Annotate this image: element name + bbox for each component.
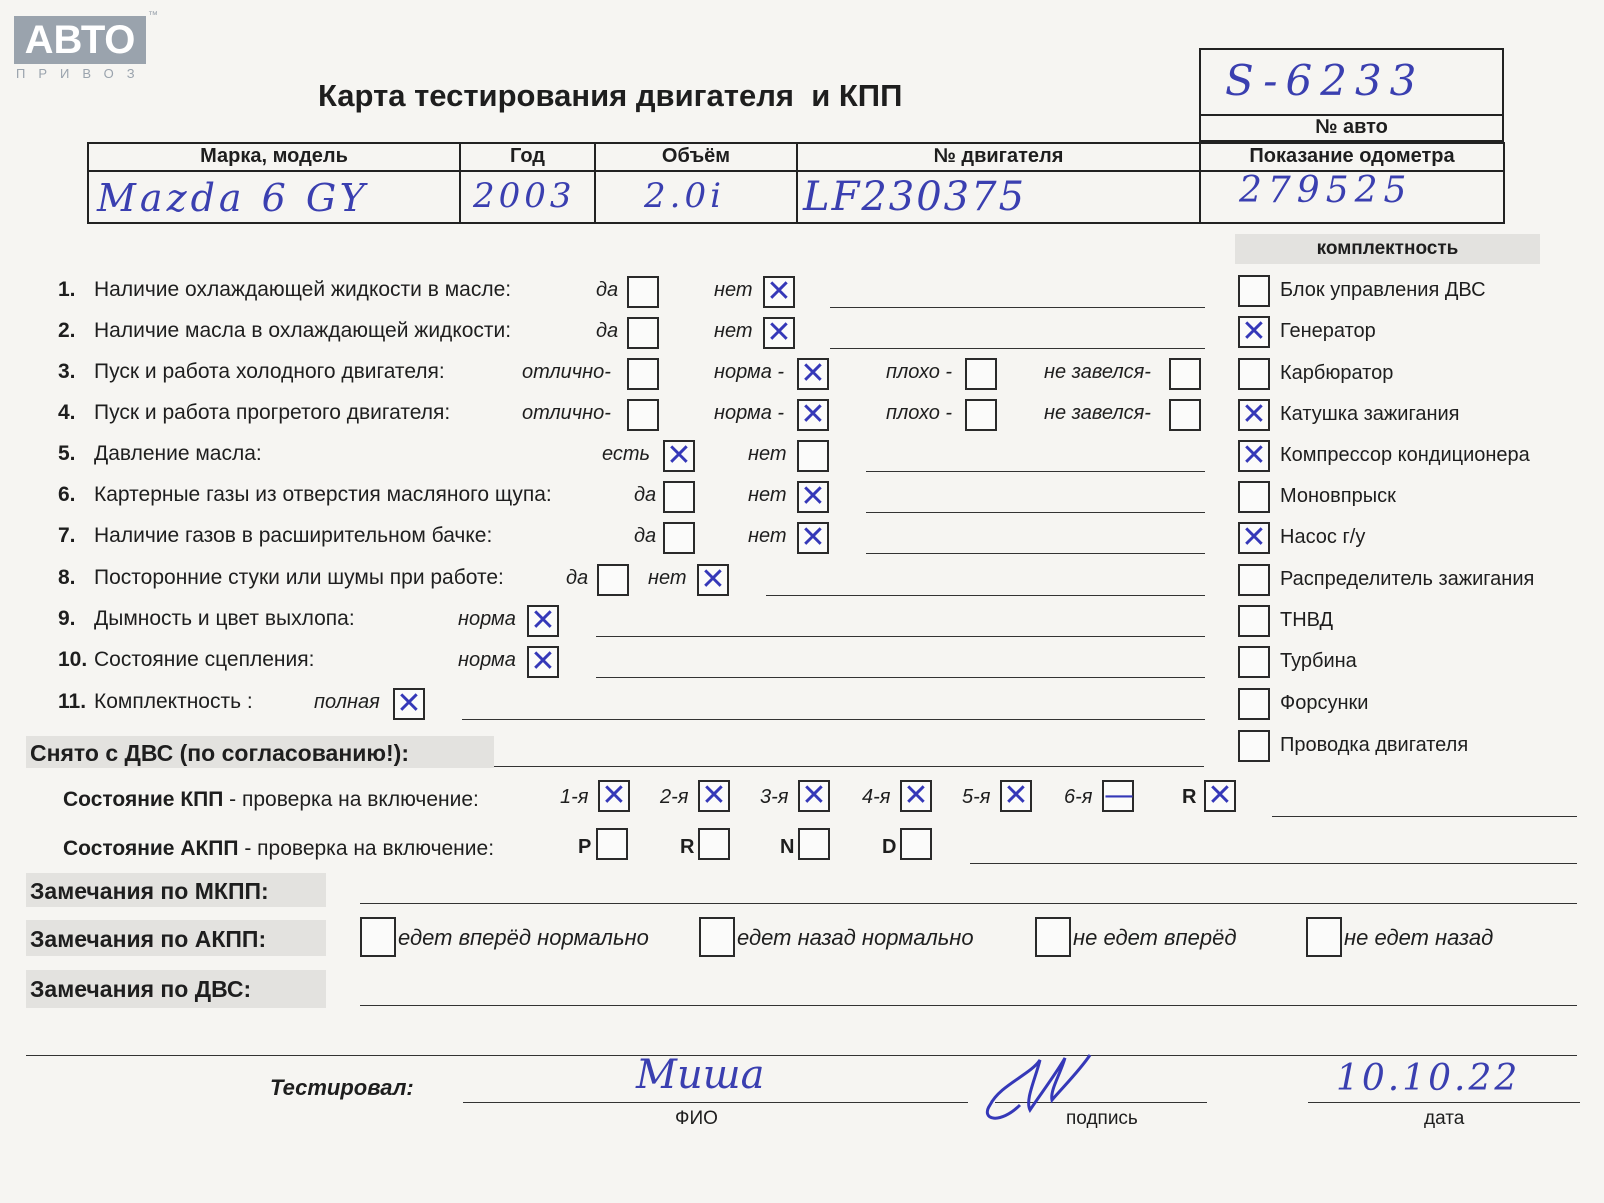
akpp-remark-label: не едет назад — [1344, 925, 1494, 950]
completeness-checkbox[interactable] — [1238, 688, 1270, 720]
option-label: нет — [648, 567, 687, 589]
check-mark-icon: ✕ — [1241, 520, 1267, 555]
notes-line[interactable] — [830, 307, 1205, 308]
option-checkbox[interactable] — [965, 358, 997, 390]
option-checkbox[interactable] — [797, 358, 829, 390]
header-year: Год — [510, 145, 545, 167]
question-number: 3. — [58, 360, 76, 383]
question-text: Пуск и работа холодного двигателя: — [94, 360, 445, 383]
check-mark-icon: ✕ — [1241, 438, 1267, 473]
question-text: Картерные газы из отверстия масляного щупа: — [94, 483, 552, 506]
remarks-akpp-label: Замечания по АКПП: — [30, 926, 267, 952]
check-mark-icon: ✕ — [530, 644, 556, 679]
volume-value: 2.0i — [644, 176, 725, 216]
auto-number-label: № авто — [1315, 116, 1388, 138]
engine-number-value: LF230375 — [803, 174, 1027, 220]
akpp-label: Состояние АКПП - проверка на включение: — [63, 837, 495, 860]
option-label: норма — [458, 608, 516, 630]
completeness-checkbox[interactable] — [1238, 316, 1270, 348]
check-mark-icon: ✕ — [800, 479, 826, 514]
notes-line[interactable] — [596, 677, 1205, 678]
option-checkbox[interactable] — [697, 564, 729, 596]
remarks-mkpp-label: Замечания по МКПП: — [30, 878, 269, 904]
option-label: нет — [714, 320, 753, 342]
option-checkbox[interactable] — [797, 399, 829, 431]
header-volume: Объём — [661, 145, 731, 167]
question-number: 5. — [58, 442, 76, 465]
gear-checkbox[interactable] — [798, 780, 830, 812]
gear-checkbox[interactable] — [1102, 780, 1134, 812]
question-text: Давление масла: — [94, 442, 262, 465]
option-label: да — [566, 567, 589, 589]
date-label: дата — [1424, 1108, 1465, 1129]
auto-number-box — [1199, 48, 1504, 142]
option-checkbox[interactable] — [1169, 399, 1201, 431]
option-label: да — [634, 525, 657, 547]
notes-line[interactable] — [766, 595, 1205, 596]
option-label: норма - — [714, 361, 785, 383]
gear-checkbox[interactable] — [598, 780, 630, 812]
question-number: 6. — [58, 483, 76, 506]
option-checkbox[interactable] — [763, 317, 795, 349]
vehicle-table — [87, 142, 1505, 224]
option-checkbox[interactable] — [627, 317, 659, 349]
completeness-item-label: Насос г/у — [1280, 526, 1366, 548]
option-label: отлично- — [522, 402, 611, 424]
check-mark-icon: ✕ — [1241, 397, 1267, 432]
option-checkbox[interactable] — [797, 440, 829, 472]
completeness-checkbox[interactable] — [1238, 399, 1270, 431]
check-mark-icon: ✕ — [903, 778, 929, 813]
completeness-item-label: Катушка зажигания — [1280, 403, 1460, 425]
completeness-item-label: Распределитель зажигания — [1280, 568, 1535, 590]
gear-label: 5-я — [962, 786, 991, 808]
option-checkbox[interactable] — [393, 688, 425, 720]
completeness-checkbox[interactable] — [1238, 646, 1270, 678]
check-mark-icon: ✕ — [1241, 314, 1267, 349]
option-label: полная — [314, 691, 380, 713]
gear-checkbox[interactable] — [698, 780, 730, 812]
option-label: да — [596, 279, 619, 301]
completeness-checkbox[interactable] — [1238, 605, 1270, 637]
option-label: да — [634, 484, 657, 506]
gear-checkbox[interactable] — [900, 780, 932, 812]
fio-line[interactable] — [463, 1102, 968, 1103]
signature-label: подпись — [1066, 1108, 1138, 1129]
model-value: Mazda 6 GY — [97, 176, 369, 220]
check-mark-icon: ✕ — [530, 603, 556, 638]
fio-label: ФИО — [675, 1108, 718, 1129]
gear-checkbox[interactable] — [1204, 780, 1236, 812]
question-text: Комплектность : — [94, 690, 253, 713]
gear-label: R — [1182, 786, 1197, 808]
completeness-item-label: Генератор — [1280, 320, 1376, 342]
completeness-checkbox[interactable] — [1238, 275, 1270, 307]
option-label: да — [596, 320, 619, 342]
option-label: нет — [748, 443, 787, 465]
question-text: Наличие охлаждающей жидкости в масле: — [94, 278, 512, 301]
completeness-item-label: ТНВД — [1280, 609, 1334, 631]
option-checkbox[interactable] — [797, 481, 829, 513]
option-label: отлично- — [522, 361, 611, 383]
notes-line[interactable] — [866, 512, 1205, 513]
akpp-remark-checkbox[interactable] — [1035, 917, 1071, 957]
option-label: не завелся- — [1044, 361, 1151, 383]
akpp-remark-label: едет назад нормально — [737, 925, 974, 950]
option-checkbox[interactable] — [597, 564, 629, 596]
question-number: 1. — [58, 278, 76, 301]
removed-label: Снято с ДВС (по согласованию!): — [30, 740, 409, 766]
kpp-line[interactable] — [1272, 816, 1577, 817]
akpp-remark-label: не едет вперёд — [1073, 925, 1237, 950]
notes-line[interactable] — [866, 471, 1205, 472]
akpp-line[interactable] — [970, 863, 1577, 864]
akpp-position-checkbox[interactable] — [798, 828, 830, 860]
gear-label: 4-я — [862, 786, 891, 808]
remarks-dvs-line[interactable] — [360, 1005, 1577, 1006]
option-checkbox[interactable] — [663, 440, 695, 472]
check-mark-icon: ✕ — [601, 778, 627, 813]
akpp-remark-label: едет вперёд нормально — [398, 925, 649, 950]
completeness-title: комплектность — [1316, 238, 1459, 259]
akpp-remark-checkbox[interactable] — [1306, 917, 1342, 957]
option-label: нет — [748, 484, 787, 506]
option-checkbox[interactable] — [627, 399, 659, 431]
notes-line[interactable] — [596, 636, 1205, 637]
question-number: 7. — [58, 524, 76, 547]
check-mark-icon: ✕ — [701, 778, 727, 813]
gear-label: 1-я — [560, 786, 589, 808]
check-mark-icon: ✕ — [800, 397, 826, 432]
akpp-position-checkbox[interactable] — [596, 828, 628, 860]
akpp-position-label: D — [882, 836, 897, 858]
option-checkbox[interactable] — [763, 276, 795, 308]
date-value: 10.10.22 — [1336, 1058, 1521, 1099]
question-number: 2. — [58, 319, 76, 342]
question-number: 10. — [58, 648, 88, 671]
odometer-value: 279525 — [1239, 170, 1413, 211]
question-text: Наличие масла в охлаждающей жидкости: — [94, 319, 512, 342]
date-line[interactable] — [1308, 1102, 1580, 1103]
remarks-dvs-label: Замечания по ДВС: — [30, 976, 252, 1002]
remarks-dvs-line-2[interactable] — [26, 1055, 1577, 1056]
akpp-position-label: N — [780, 836, 795, 858]
check-mark-icon: ✕ — [766, 315, 792, 350]
check-mark-icon: ✕ — [1003, 778, 1029, 813]
header-odometer: Показание одометра — [1249, 145, 1455, 167]
completeness-item-label: Моновпрыск — [1280, 485, 1396, 507]
completeness-item-label: Турбина — [1280, 650, 1357, 672]
akpp-position-checkbox[interactable] — [698, 828, 730, 860]
option-label: есть — [602, 443, 651, 465]
akpp-position-label: R — [680, 836, 695, 858]
kpp-label: Состояние КПП - проверка на включение: — [63, 788, 479, 811]
tested-label: Тестировал: — [270, 1075, 414, 1100]
akpp-remark-checkbox[interactable] — [360, 917, 396, 957]
question-number: 8. — [58, 566, 76, 589]
check-mark-icon: ✕ — [1207, 778, 1233, 813]
completeness-checkbox[interactable] — [1238, 730, 1270, 762]
option-checkbox[interactable] — [527, 605, 559, 637]
option-label: нет — [714, 279, 753, 301]
header-model: Марка, модель — [200, 145, 348, 167]
option-label: не завелся- — [1044, 402, 1151, 424]
akpp-remark-checkbox[interactable] — [699, 917, 735, 957]
option-checkbox[interactable] — [627, 358, 659, 390]
gear-label: 2-я — [660, 786, 689, 808]
option-checkbox[interactable] — [663, 522, 695, 554]
check-mark-icon: — — [1104, 778, 1134, 813]
check-mark-icon: ✕ — [801, 778, 827, 813]
check-mark-icon: ✕ — [700, 562, 726, 597]
logo-text: АВТО — [14, 16, 146, 64]
option-label: норма — [458, 649, 516, 671]
option-checkbox[interactable] — [627, 276, 659, 308]
check-mark-icon: ✕ — [396, 686, 422, 721]
question-text: Состояние сцепления: — [94, 648, 315, 671]
fio-value: Миша — [636, 1052, 765, 1098]
akpp-position-label: P — [578, 836, 592, 858]
completeness-item-label: Блок управления ДВС — [1280, 279, 1486, 301]
option-label: плохо - — [886, 402, 953, 424]
page-title: Карта тестирования двигателя и КПП — [318, 78, 903, 113]
option-checkbox[interactable] — [965, 399, 997, 431]
option-checkbox[interactable] — [663, 481, 695, 513]
auto-number-value: S-6233 — [1225, 56, 1425, 105]
option-label: норма - — [714, 402, 785, 424]
option-checkbox[interactable] — [527, 646, 559, 678]
completeness-item-label: Компрессор кондиционера — [1280, 444, 1530, 466]
question-text: Дымность и цвет выхлопа: — [94, 607, 355, 630]
logo — [14, 10, 158, 84]
question-number: 9. — [58, 607, 76, 630]
completeness-checkbox[interactable] — [1238, 440, 1270, 472]
question-text: Пуск и работа прогретого двигателя: — [94, 401, 451, 424]
option-label: нет — [748, 525, 787, 547]
completeness-checkbox[interactable] — [1238, 481, 1270, 513]
option-checkbox[interactable] — [797, 522, 829, 554]
removed-line[interactable] — [494, 766, 1204, 767]
logo-subtext: ПРИВОЗ — [16, 66, 148, 81]
completeness-checkbox[interactable] — [1238, 358, 1270, 390]
completeness-checkbox[interactable] — [1238, 564, 1270, 596]
check-mark-icon: ✕ — [800, 520, 826, 555]
logo-tm: ™ — [148, 10, 158, 21]
question-text: Наличие газов в расширительном бачке: — [94, 524, 493, 547]
akpp-position-checkbox[interactable] — [900, 828, 932, 860]
gear-checkbox[interactable] — [1000, 780, 1032, 812]
year-value: 2003 — [473, 176, 576, 216]
completeness-item-label: Проводка двигателя — [1280, 734, 1469, 756]
option-label: плохо - — [886, 361, 953, 383]
check-mark-icon: ✕ — [666, 438, 692, 473]
header-engine-number: № двигателя — [933, 145, 1064, 167]
remarks-mkpp-line[interactable] — [360, 903, 1577, 904]
notes-line[interactable] — [830, 348, 1205, 349]
gear-label: 6-я — [1064, 786, 1093, 808]
completeness-item-label: Карбюратор — [1280, 362, 1394, 384]
question-number: 11. — [58, 690, 87, 713]
notes-line[interactable] — [462, 719, 1205, 720]
check-mark-icon: ✕ — [766, 274, 792, 309]
option-checkbox[interactable] — [1169, 358, 1201, 390]
question-text: Посторонние стуки или шумы при работе: — [94, 566, 504, 589]
check-mark-icon: ✕ — [800, 356, 826, 391]
completeness-item-label: Форсунки — [1280, 692, 1369, 714]
notes-line[interactable] — [866, 553, 1205, 554]
completeness-checkbox[interactable] — [1238, 522, 1270, 554]
question-number: 4. — [58, 401, 76, 424]
gear-label: 3-я — [760, 786, 789, 808]
